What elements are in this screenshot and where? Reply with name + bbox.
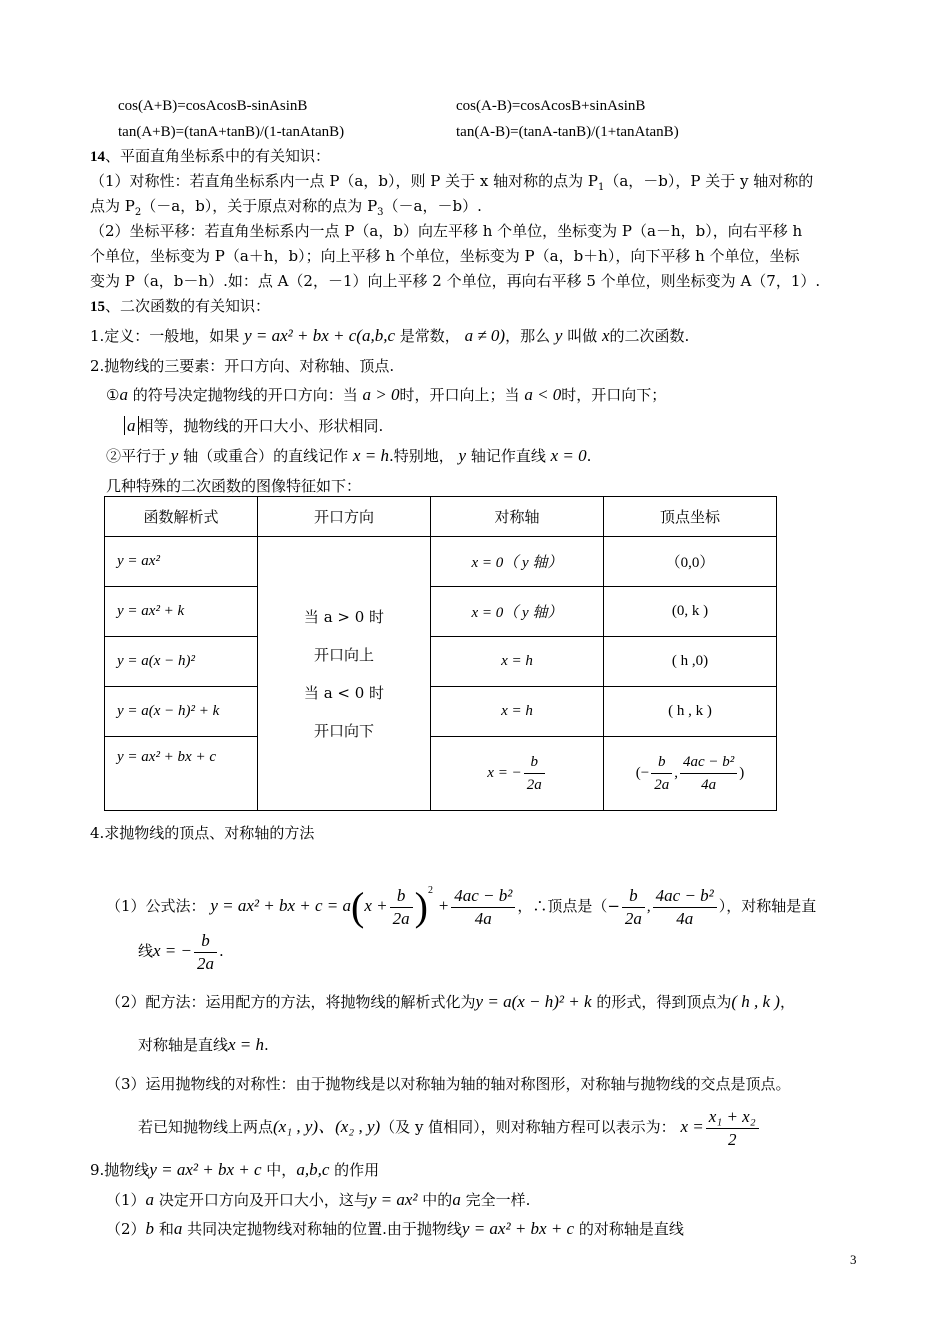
vertex-comma: ,: [674, 764, 678, 781]
point-2-eq: y = ax² + bx + c: [461, 1219, 575, 1238]
symmetry-text-1b: （a，－b），P 关于 y 轴对称的: [604, 172, 814, 190]
def-text-e: 的二次函数.: [609, 327, 690, 345]
formula-cos-sum: cos(A+B)=cosAcosB-sinAsinB: [118, 98, 308, 114]
symmetry-method-line-2: [138, 1104, 761, 1151]
table-header-cell: 函数解析式: [105, 497, 258, 537]
sign-a-negative: a < 0: [524, 385, 562, 404]
abs-a: a: [124, 416, 139, 435]
frac-2-denominator: 4a: [474, 908, 492, 928]
parallel-line: [106, 446, 591, 466]
point-1-label: （1）: [106, 1191, 146, 1209]
axis-denominator: 2a: [526, 777, 542, 793]
vertex-numerator-2: 4ac − b²: [680, 751, 737, 774]
vertex-close: ): [739, 764, 745, 781]
table-cell-axis: x = h: [431, 687, 604, 737]
vertex-numerator-1: b: [651, 751, 672, 774]
frac-1-numerator: b: [390, 885, 413, 908]
table-cell-vertex: ( h ,0): [604, 637, 777, 687]
table-cell-axis: x = 0（ y 轴）: [431, 587, 604, 637]
section-9-point-1: [106, 1190, 530, 1210]
sign-text-b: 的符号决定抛物线的开口方向：当: [132, 386, 358, 404]
point-1-text-c: 中的: [422, 1191, 453, 1209]
symmetry-text-2a: 点为 P: [90, 197, 135, 215]
symmetry-text-2c: （－a，－b）.: [383, 197, 482, 215]
table-row: [105, 637, 777, 687]
point-2-a: a: [173, 1219, 183, 1238]
quadratic-table: [104, 496, 777, 811]
table-row: [105, 687, 777, 737]
table-cell-axis: x = h: [431, 637, 604, 687]
three-elements-line: 2.抛物线的三要素：开口方向、对称轴、顶点.: [90, 357, 395, 375]
symmetry-method-frac: [706, 1106, 759, 1151]
completing-square-vertex: ( h , k ): [731, 992, 780, 1011]
table-header-cell: 开口方向: [258, 497, 431, 537]
point-2-text-c: 共同决定抛物线对称轴的位置.由于抛物线: [187, 1220, 462, 1238]
formula-method-vertex-text: ，∴顶点是（−: [517, 897, 620, 915]
section-15-heading: [90, 296, 270, 317]
parallel-eq2: x = 0: [550, 446, 587, 465]
formula-method-tail: ），对称轴是直: [718, 897, 817, 915]
parallel-text-e: .: [586, 447, 592, 465]
vertex-fraction-1: [651, 751, 672, 796]
formula-tan-sum: tan(A+B)=(tanA+tanB)/(1-tanAtanB): [118, 124, 345, 140]
parallel-y2: y: [458, 446, 467, 465]
circle-one: ①: [106, 386, 120, 404]
completing-square-l2-period: .: [264, 1036, 269, 1054]
open-line: 开口向下: [313, 721, 374, 740]
table-cell-vertex: （0,0）: [604, 537, 777, 587]
parallel-text-b: 轴（或重合）的直线记作: [183, 447, 349, 465]
table-cell-function: y = ax²: [105, 537, 258, 587]
parallel-text-c: .特别地，: [388, 447, 454, 465]
section-9-eq: y = ax² + bx + c: [149, 1160, 262, 1179]
translation-line-3: 变为 P（a，b－h）.如：点 A（2，－1）向上平移 2 个单位，再向右平移 5 个单位，则坐标变为 A（7，1）.: [90, 272, 821, 290]
table-row: [105, 737, 777, 811]
symmetry-method-eq: x =: [680, 1117, 704, 1136]
big-paren-open: (: [351, 884, 365, 929]
page-number: 3: [850, 1252, 857, 1267]
completing-square-line-1: [106, 992, 795, 1012]
symmetry-sub-1: 1: [597, 182, 605, 193]
formula-method-frac-3: [622, 885, 645, 930]
vertex-denominator-2: 4a: [701, 777, 717, 793]
def-text-a: 1.定义：一般地，如果: [90, 327, 240, 345]
vertex-open: (−: [635, 764, 650, 781]
symmetry-method-text-a: 若已知抛物线上两点: [138, 1118, 274, 1136]
section-14-title: 、平面直角坐标系中的有关知识：: [105, 147, 331, 165]
section-14-heading: [90, 146, 330, 167]
big-paren-close: ): [414, 884, 428, 929]
sign-a: a: [119, 385, 128, 404]
table-cell-vertex: [604, 737, 777, 811]
table-row: [105, 537, 777, 587]
table-row: [105, 587, 777, 637]
formula-method-plus: +: [437, 896, 450, 915]
table-cell-function: y = ax² + k: [105, 587, 258, 637]
table-cell-function: y = ax² + bx + c: [105, 737, 258, 811]
formula-method-label: （1）公式法：: [106, 897, 206, 915]
symmetry-method-line-1: （3）运用抛物线的对称性：由于抛物线是以对称轴为轴的轴对称图形，对称轴与抛物线的交点是顶点。: [106, 1075, 791, 1093]
table-cell-function: y = a(x − h)² + k: [105, 687, 258, 737]
vertex-denominator-1: 2a: [654, 777, 670, 793]
symmetry-line-1: [90, 171, 813, 198]
symmetry-sub-2: 2: [134, 207, 142, 218]
table-cell-vertex: ( h , k ): [604, 687, 777, 737]
section-15-title: 、二次函数的有关知识：: [105, 297, 271, 315]
def-text-d: 叫做: [567, 327, 598, 345]
frac-1-denominator: 2a: [392, 908, 410, 928]
point-2-text-d: 的对称轴是直线: [578, 1220, 684, 1238]
frac-4-numerator: 4ac − b²: [653, 885, 717, 908]
table-header-cell: 顶点坐标: [604, 497, 777, 537]
formula-method-line-1: [106, 864, 816, 934]
def-text-b: 是常数，: [399, 327, 460, 345]
point-1-text-d: 完全一样.: [465, 1191, 531, 1209]
point-1-text-b: 决定开口方向及开口大小，这与: [158, 1191, 369, 1209]
point-2-b: b: [145, 1219, 155, 1238]
axis-prefix: x = −: [487, 764, 522, 781]
frac-4-denominator: 4a: [676, 908, 694, 928]
completing-square-l2-eq: x = h: [228, 1035, 265, 1054]
frac-2-numerator: 4ac − b²: [451, 885, 515, 908]
sign-line: [106, 385, 666, 405]
translation-line-2: 个单位，坐标变为 P（a＋h，b）；向上平移 h 个单位，坐标变为 P（a，b＋h），向下平移 h 个单位，坐标: [90, 247, 800, 265]
def-condition: a ≠ 0): [464, 326, 506, 345]
vertex-fraction-2: [680, 751, 737, 796]
table-header-cell: 对称轴: [431, 497, 604, 537]
parallel-y: y: [170, 446, 179, 465]
symmetry-sub-3: 3: [377, 207, 384, 218]
parallel-eq: x = h: [352, 446, 389, 465]
l2-frac-denominator: 2a: [197, 953, 215, 973]
formula-method-eq: y = ax² + bx + c = a: [210, 896, 351, 915]
def-y: y: [554, 326, 563, 345]
formula-tan-diff: tan(A-B)=(tanA-tanB)/(1+tanAtanB): [456, 124, 679, 140]
parallel-text-a: ②平行于: [106, 447, 167, 465]
completing-square-line-2: [138, 1035, 269, 1055]
l2-frac-numerator: b: [194, 930, 217, 953]
open-line: 开口向上: [313, 645, 374, 664]
def-x: x: [602, 326, 610, 345]
symmetry-frac-denominator: 2: [727, 1129, 737, 1149]
point-2-label: （2）: [106, 1220, 146, 1238]
section-14-number: 14: [90, 149, 105, 165]
completing-square-text-c: ，: [779, 993, 795, 1011]
section-9-text-a: 9.抛物线: [90, 1161, 150, 1179]
abs-text: 相等，抛物线的开口大小、形状相同.: [138, 417, 384, 435]
def-text-c: ，那么: [505, 327, 551, 345]
formula-method-x: x +: [364, 896, 388, 915]
methods-heading: 4.求抛物线的顶点、对称轴的方法: [90, 824, 315, 842]
sign-text-c: 时，开口向上；当: [399, 386, 520, 404]
formula-cos-diff: cos(A-B)=cosAcosB+sinAsinB: [456, 98, 646, 114]
open-line: 当 a > 0 时: [303, 607, 385, 626]
symmetry-line-2: [90, 196, 482, 223]
symmetry-frac-numerator: x₁ + x₂: [706, 1106, 759, 1129]
formula-method-l2-frac: [194, 930, 217, 975]
square-exponent: 2: [427, 885, 433, 896]
symmetry-method-points: (x₁ , y)、(x₂ , y): [273, 1117, 381, 1136]
frac-3-numerator: b: [622, 885, 645, 908]
completing-square-l2-text: 对称轴是直线: [138, 1036, 229, 1054]
point-1-a2: a: [452, 1190, 461, 1209]
formula-method-l2-text: 线: [138, 942, 154, 960]
section-15-number: 15: [90, 299, 105, 315]
definition-line: [90, 326, 689, 346]
section-9-text-b: 中，: [266, 1161, 297, 1179]
point-2-text-b: 和: [158, 1220, 174, 1238]
symmetry-method-text-b: （及 y 值相同），则对称轴方程可以表示为：: [380, 1118, 676, 1136]
open-line: 当 a < 0 时: [303, 683, 385, 702]
table-header-row: [105, 497, 777, 537]
formula-method-l2-eq: x = −: [153, 941, 193, 960]
def-equation: y = ax² + bx + c(a,b,c: [244, 326, 395, 345]
table-cell-function: y = a(x − h)²: [105, 637, 258, 687]
section-9-abc: a,b,c: [296, 1160, 330, 1179]
sign-a-positive: a > 0: [362, 385, 400, 404]
table-cell-open-direction: [258, 537, 431, 811]
completing-square-text-b: 的形式，得到顶点为: [596, 993, 732, 1011]
sign-text-d: 时，开口向下；: [561, 386, 667, 404]
formula-method-frac-4: [653, 885, 717, 930]
table-cell-vertex: (0, k ): [604, 587, 777, 637]
table-cell-axis: [431, 737, 604, 811]
section-9-text-c: 的作用: [334, 1161, 380, 1179]
formula-method-comma: ,: [646, 899, 651, 915]
completing-square-text-a: （2）配方法：运用配方的方法，将抛物线的解析式化为: [106, 993, 476, 1011]
formula-method-frac-1: [390, 885, 413, 930]
point-1-eq: y = ax²: [368, 1190, 418, 1209]
symmetry-text-2b: （－a，b），关于原点对称的点为 P: [141, 197, 378, 215]
symmetry-text-1a: （1）对称性：若直角坐标系内一点 P（a，b），则 P 关于 x 轴对称的点为 P: [90, 172, 598, 190]
completing-square-eq: y = a(x − h)² + k: [475, 992, 592, 1011]
axis-numerator: b: [524, 751, 545, 774]
formula-method-l2-period: .: [219, 942, 224, 960]
table-cell-axis: x = 0（ y 轴）: [431, 537, 604, 587]
frac-3-denominator: 2a: [624, 908, 642, 928]
abs-line: [124, 416, 383, 436]
translation-line-1: （2）坐标平移：若直角坐标系内一点 P（a，b）向左平移 h 个单位，坐标变为 P（a－h，b），向右平移 h: [90, 222, 803, 240]
axis-fraction: [524, 751, 545, 796]
special-functions-intro: 几种特殊的二次函数的图像特征如下：: [106, 477, 362, 495]
section-9-point-2: [106, 1219, 684, 1239]
section-9-heading: [90, 1160, 379, 1180]
parallel-text-d: 轴记作直线: [470, 447, 546, 465]
formula-method-line-2: [138, 926, 224, 976]
formula-method-frac-2: [451, 885, 515, 930]
point-1-a: a: [145, 1190, 155, 1209]
